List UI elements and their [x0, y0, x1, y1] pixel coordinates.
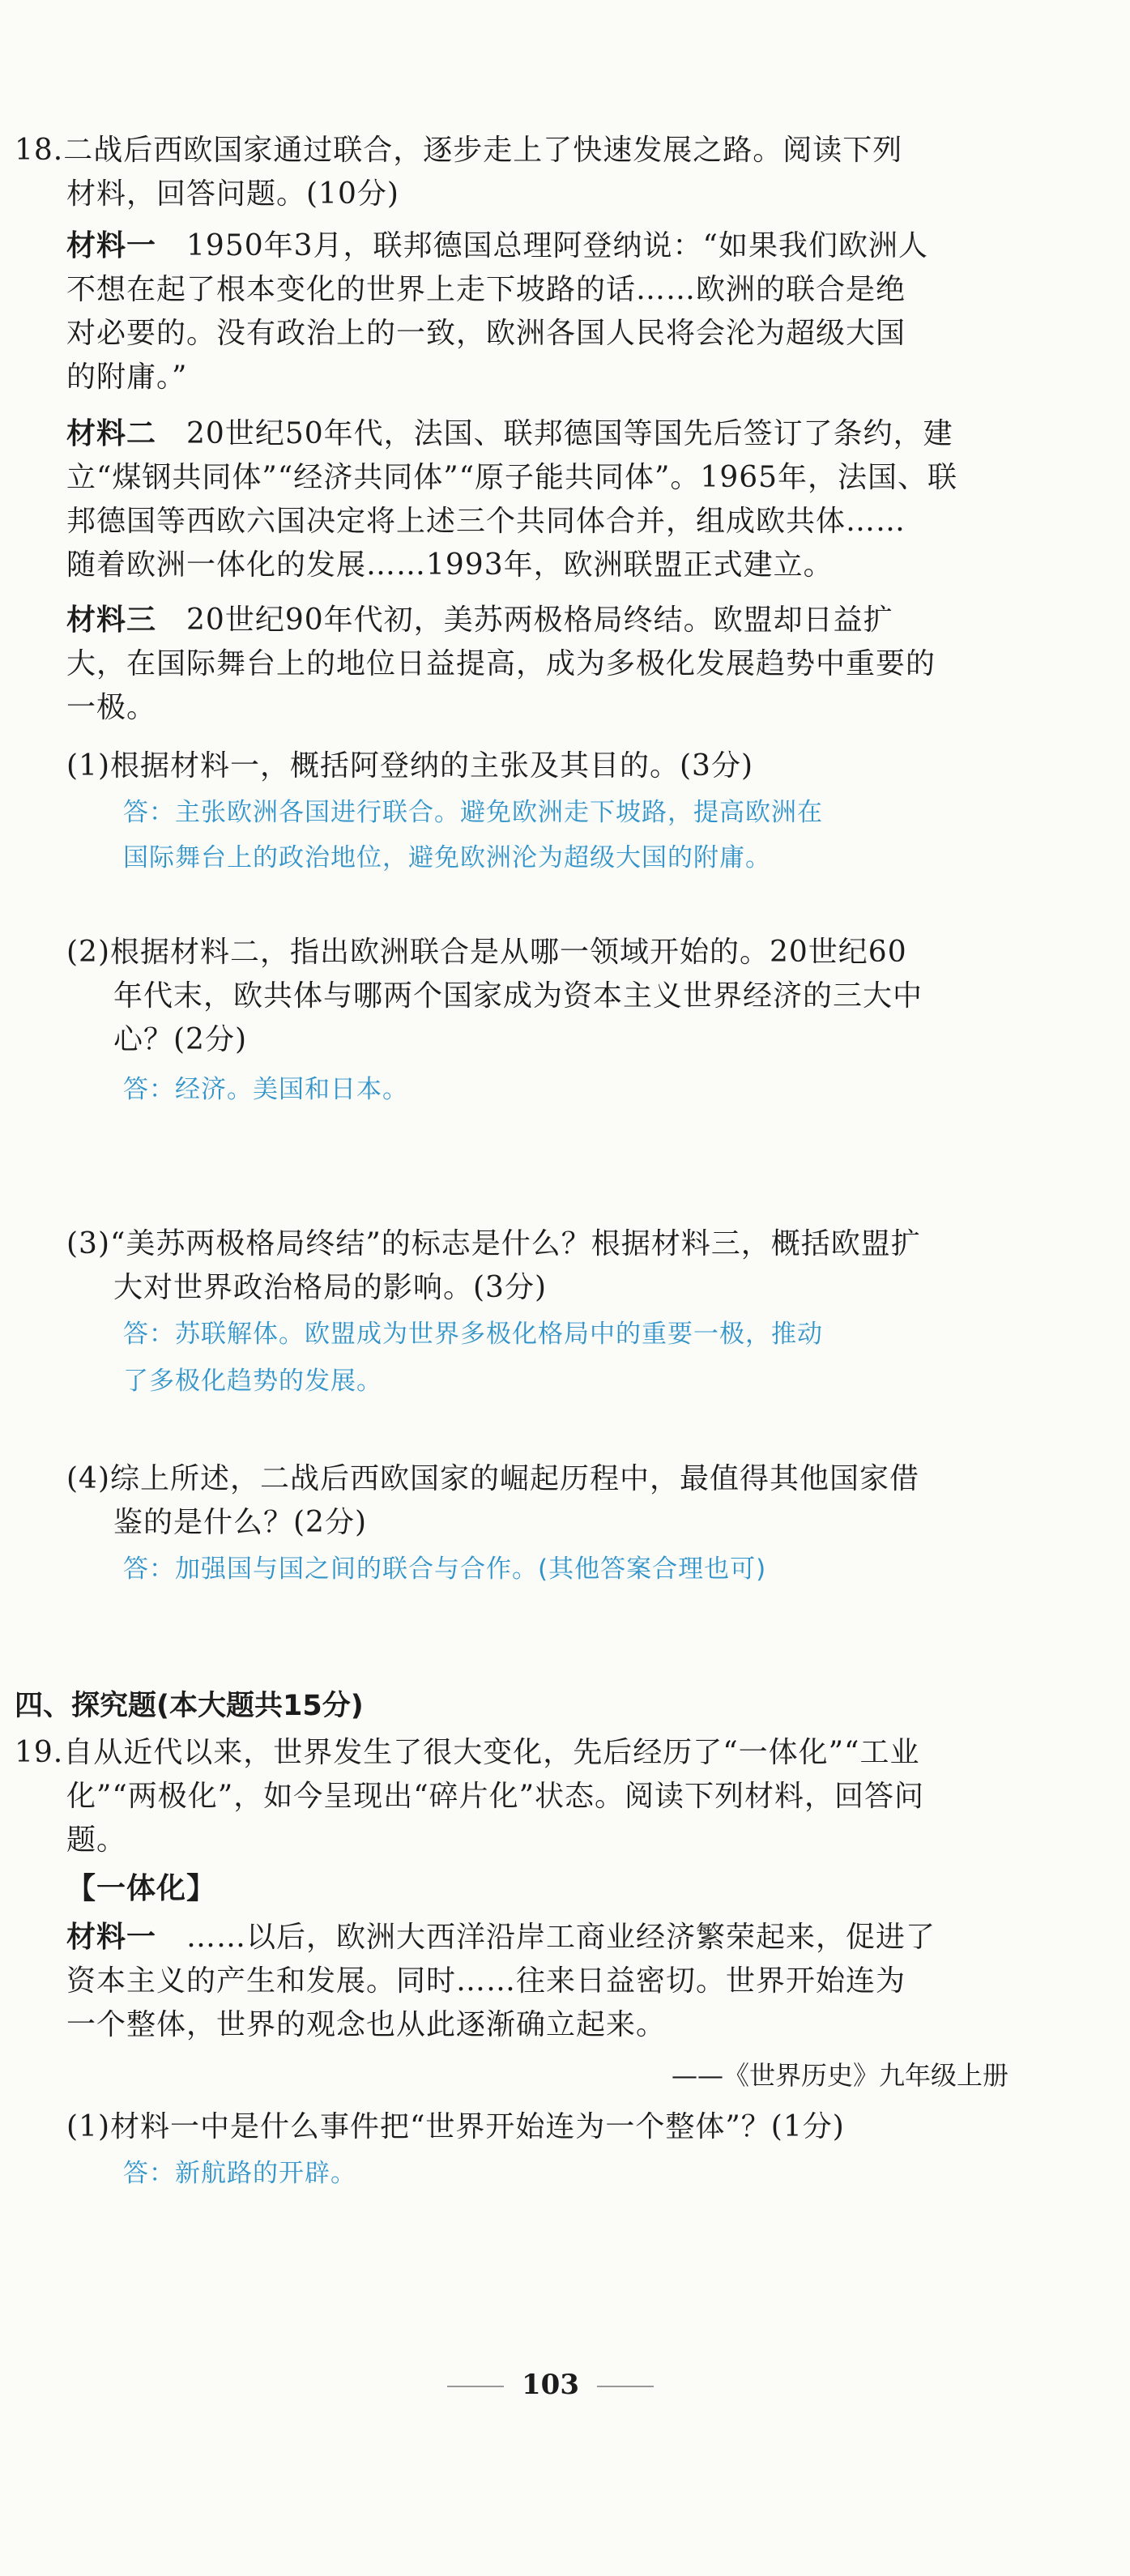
material-3-label: 材料三 — [66, 603, 157, 637]
q19-sub1-question: (1)材料一中是什么事件把“世界开始连为一个整体”？(1分) — [66, 2110, 845, 2143]
q19-source: ——《世界历史》九年级上册 — [671, 2060, 1008, 2091]
q18-sub2-question-line-3: 心？(2分) — [113, 1023, 247, 1056]
q19-stem-line-1: 19.自从近代以来，世界发生了很大变化，先后经历了“一体化”“工业 — [15, 1736, 920, 1769]
q19-material-1-label: 材料一 — [66, 1921, 157, 1954]
q19-material-1-line-2: 资本主义的产生和发展。同时……往来日益密切。世界开始连为 — [66, 1964, 906, 1998]
q19-heading: 【一体化】 — [66, 1872, 217, 1905]
q18-material-1-line-4: 的附庸。” — [66, 360, 188, 394]
q18-sub2-question-line-1: (2)根据材料二，指出欧洲联合是从哪一领域开始的。20世纪60 — [66, 936, 907, 969]
q18-sub3-question-line-1: (3)“美苏两极格局终结”的标志是什么？根据材料三，概括欧盟扩 — [66, 1227, 921, 1260]
q18-material-3-line-2: 大，在国际舞台上的地位日益提高，成为多极化发展趋势中重要的 — [66, 647, 936, 680]
q19-sub1-answer: 答：新航路的开辟。 — [123, 2159, 356, 2188]
q18-material-2-line-2: 立“煤钢共同体”“经济共同体”“原子能共同体”。1965年，法国、联 — [66, 461, 958, 494]
q18-material-2-line-4: 随着欧洲一体化的发展……1993年，欧洲联盟正式建立。 — [66, 548, 834, 582]
section-4-title: 四、探究题(本大题共15分) — [15, 1690, 364, 1722]
q18-sub4-answer: 答：加强国与国之间的联合与合作。(其他答案合理也可) — [123, 1555, 767, 1584]
q19-stem-line-2: 化”“两极化”，如今呈现出“碎片化”状态。阅读下列材料，回答问 — [66, 1780, 925, 1813]
q18-sub3-answer-line-2: 了多极化趋势的发展。 — [123, 1367, 382, 1396]
page-number-dash-right — [597, 2386, 654, 2387]
q18-sub2-question-line-2: 年代末，欧共体与哪两个国家成为资本主义世界经济的三大中 — [113, 979, 923, 1013]
q18-sub4-question-line-2: 鉴的是什么？(2分) — [113, 1506, 367, 1539]
q18-sub3-question-line-2: 大对世界政治格局的影响。(3分) — [113, 1271, 547, 1304]
q18-material-1-line-1: 材料一 1950年3月，联邦德国总理阿登纳说：“如果我们欧洲人 — [66, 229, 928, 262]
material-1-label: 材料一 — [66, 229, 157, 262]
q18-stem-line-1: 18.二战后西欧国家通过联合，逐步走上了快速发展之路。阅读下列 — [15, 134, 903, 167]
q18-material-2-line-1: 材料二 20世纪50年代，法国、联邦德国等国先后签订了条约，建 — [66, 417, 953, 450]
q18-material-3-line-3: 一极。 — [66, 691, 157, 724]
q19-material-1-line-3: 一个整体，世界的观念也从此逐渐确立起来。 — [66, 2008, 667, 2041]
page-number-dash-left — [447, 2386, 504, 2387]
q18-sub1-answer-line-1: 答：主张欧洲各国进行联合。避免欧洲走下坡路，提高欧洲在 — [123, 798, 823, 827]
page-number: 103 — [429, 2369, 672, 2401]
q18-sub2-answer: 答：经济。美国和日本。 — [123, 1075, 408, 1104]
q19-stem-line-3: 题。 — [66, 1823, 127, 1857]
material-2-label: 材料二 — [66, 417, 157, 450]
q19-material-1-line-1: 材料一 ……以后，欧洲大西洋沿岸工商业经济繁荣起来，促进了 — [66, 1921, 936, 1954]
q18-sub3-answer-line-1: 答：苏联解体。欧盟成为世界多极化格局中的重要一极，推动 — [123, 1320, 823, 1349]
q18-sub1-question: (1)根据材料一，概括阿登纳的主张及其目的。(3分) — [66, 749, 753, 783]
q18-material-1-line-2: 不想在起了根本变化的世界上走下坡路的话……欧洲的联合是绝 — [66, 273, 906, 306]
q18-material-2-line-3: 邦德国等西欧六国决定将上述三个共同体合并，组成欧共体…… — [66, 505, 906, 538]
q18-stem-line-2: 材料，回答问题。(10分) — [66, 177, 399, 211]
q18-material-3-line-1: 材料三 20世纪90年代初，美苏两极格局终结。欧盟却日益扩 — [66, 603, 893, 637]
q18-sub4-question-line-1: (4)综上所述，二战后西欧国家的崛起历程中，最值得其他国家借 — [66, 1462, 919, 1495]
q18-material-1-line-3: 对必要的。没有政治上的一致，欧洲各国人民将会沦为超级大国 — [66, 317, 906, 350]
q18-sub1-answer-line-2: 国际舞台上的政治地位，避免欧洲沦为超级大国的附庸。 — [123, 843, 771, 872]
